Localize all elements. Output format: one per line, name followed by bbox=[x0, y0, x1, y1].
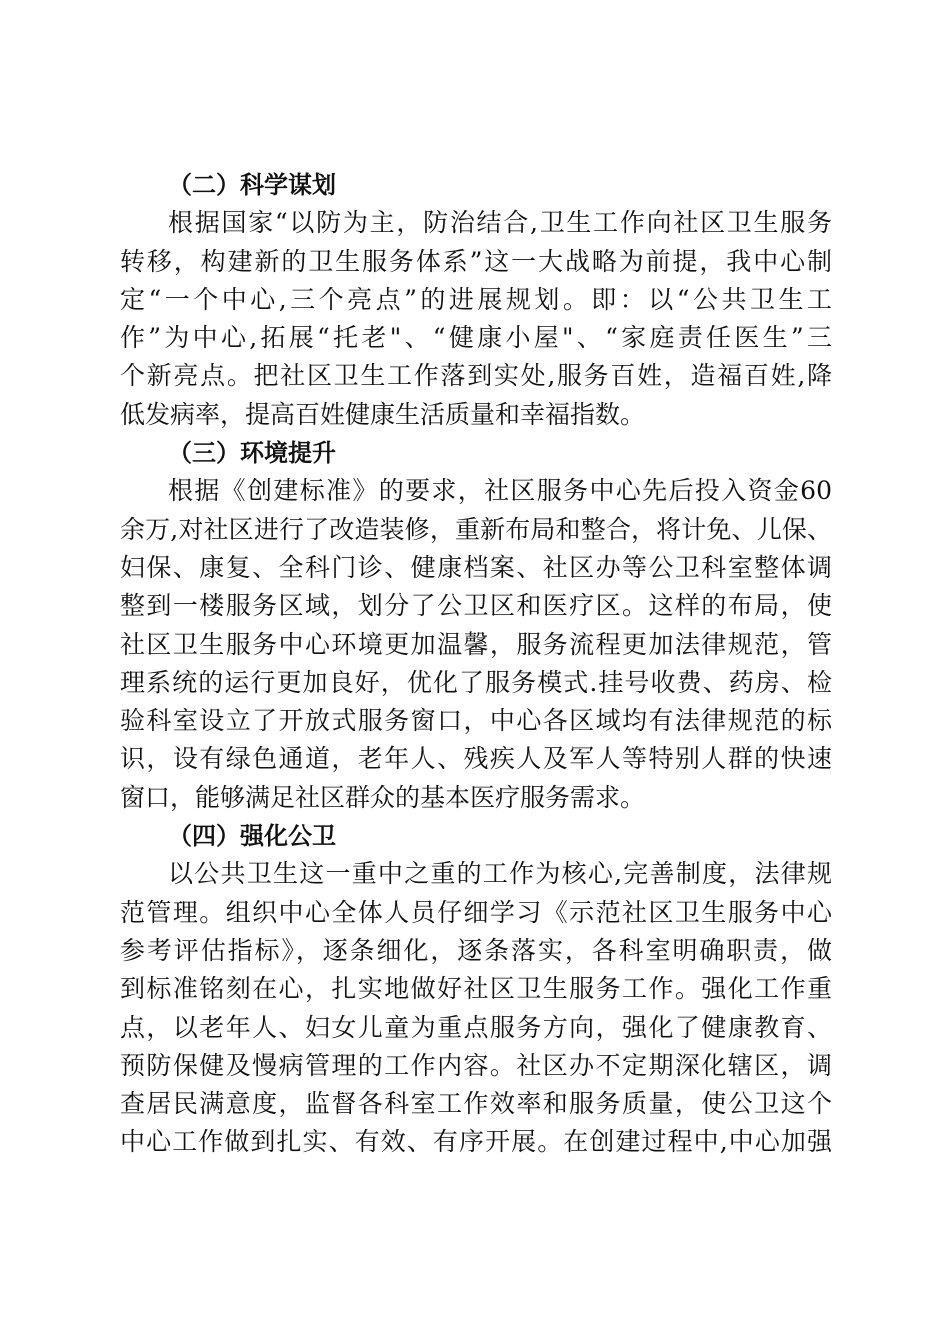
paragraph-line: 点，以老年人、妇女儿童为重点服务方向，强化了健康教育、 bbox=[120, 1012, 832, 1042]
paragraph-line: 验科室设立了开放式服务窗口，中心各区域均有法律规范的标 bbox=[120, 706, 832, 736]
section-heading-4: （四）强化公卫 bbox=[168, 822, 336, 851]
paragraph-line: 窗口，能够满足社区群众的基本医疗服务需求。 bbox=[120, 782, 646, 812]
paragraph-line: 根据《创建标准》的要求，社区服务中心先后投入资金60 bbox=[168, 476, 832, 506]
paragraph-line: 个新亮点。把社区卫生工作落到实处,服务百姓，造福百姓,降 bbox=[120, 361, 832, 391]
document-body bbox=[120, 166, 832, 1162]
section-heading-3: （三）环境提升 bbox=[168, 439, 336, 468]
paragraph-line: 范管理。组织中心全体人员仔细学习《示范社区卫生服务中心 bbox=[120, 897, 832, 927]
paragraph-line: 余万,对社区进行了改造装修，重新布局和整合，将计免、儿保、 bbox=[120, 514, 832, 544]
paragraph-line: 理系统的运行更加良好，优化了服务模式.挂号收费、药房、检 bbox=[120, 667, 832, 697]
paragraph-line: 社区卫生服务中心环境更加温馨，服务流程更加法律规范，管 bbox=[120, 629, 832, 659]
paragraph-line: 到标准铭刻在心，扎实地做好社区卫生服务工作。强化工作重 bbox=[120, 974, 832, 1004]
section-heading-2: （二）科学谋划 bbox=[168, 171, 336, 199]
paragraph-line: 以公共卫生这一重中之重的工作为核心,完善制度，法律规 bbox=[168, 859, 832, 889]
paragraph-line: 作”为中心,拓展“托老"、“健康小屋"、“家庭责任医生”三 bbox=[120, 323, 832, 353]
paragraph-line: 根据国家“以防为主，防治结合,卫生工作向社区卫生服务 bbox=[168, 208, 832, 238]
paragraph-line: 定“一个中心,三个亮点”的进展规划。即：以“公共卫生工 bbox=[120, 284, 832, 314]
paragraph-line: 整到一楼服务区域，划分了公卫区和医疗区。这样的布局，使 bbox=[120, 591, 832, 621]
paragraph-line: 识，设有绿色通道，老年人、残疾人及军人等特别人群的快速 bbox=[120, 744, 832, 774]
paragraph-line: 中心工作做到扎实、有效、有序开展。在创建过程中,中心加强 bbox=[120, 1127, 832, 1157]
paragraph-line: 查居民满意度，监督各科室工作效率和服务质量，使公卫这个 bbox=[120, 1089, 832, 1119]
paragraph-line: 参考评估指标》，逐条细化，逐条落实，各科室明确职责，做 bbox=[120, 935, 832, 965]
paragraph-line: 预防保健及慢病管理的工作内容。社区办不定期深化辖区，调 bbox=[120, 1050, 832, 1080]
paragraph-line: 转移，构建新的卫生服务体系”这一大战略为前提，我中心制 bbox=[120, 246, 832, 276]
paragraph-line: 低发病率，提高百姓健康生活质量和幸福指数。 bbox=[120, 399, 646, 429]
paragraph-line: 妇保、康复、全科门诊、健康档案、社区办等公卫科室整体调 bbox=[120, 552, 832, 582]
